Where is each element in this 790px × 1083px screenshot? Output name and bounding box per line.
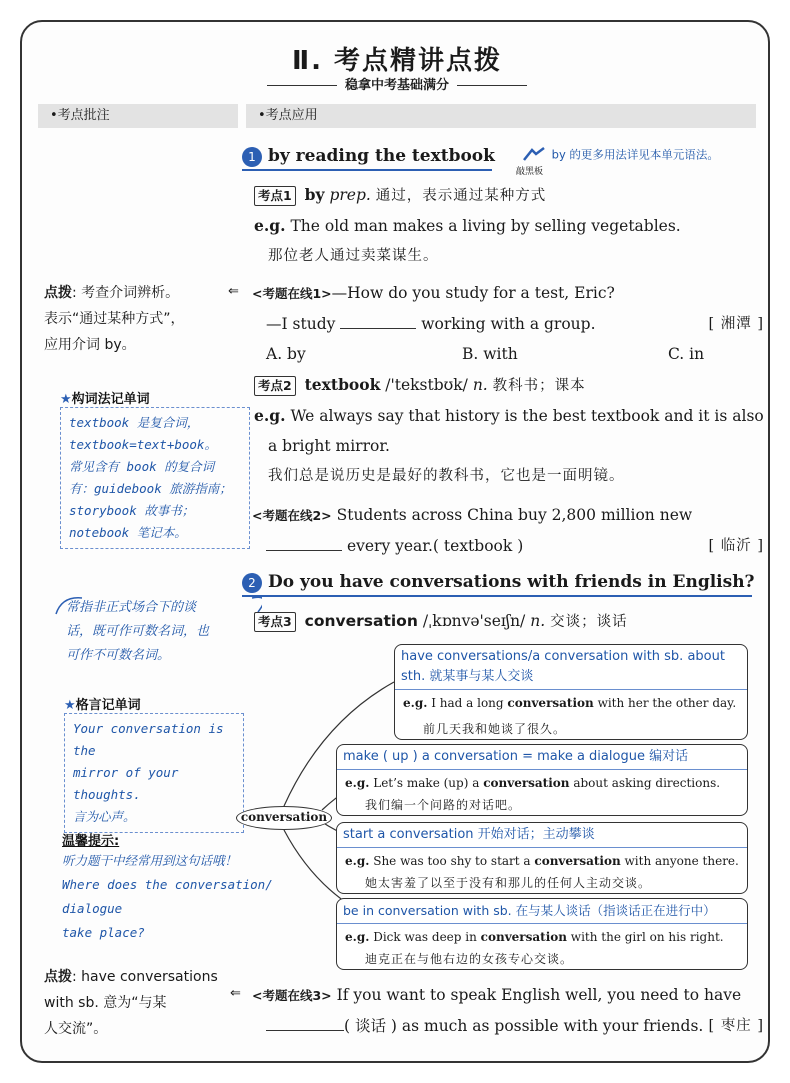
bubble-1-head: have conversations/a conversation with sb. about sth. 就某事与某人交谈 [395,645,747,690]
right-column-bar: •考点应用 [246,104,756,128]
kd2-word: textbook [304,375,381,394]
online2-source: [ 临沂 ] [708,538,764,554]
kd1-meaning: 通过，表示通过某种方式 [375,188,547,204]
kd2-eg-en-1: We always say that history is the best textbook and it is also [290,407,764,425]
kd2-phonetic: /'tekstbʊk/ [385,376,468,394]
bubble-eg-label: e.g. [345,776,370,790]
bubble-eg-pre: Let’s make (up) a [373,776,484,790]
online1-line2-b: working with a group. [421,315,596,333]
arrow-1: ⇐ [228,284,239,299]
kd2-pos: n. [472,376,488,394]
left-column-bar: •考点批注 [38,104,238,128]
bubble-eg-post: with anyone there. [620,854,739,868]
kd2-label: 考点2 [254,376,296,396]
bubble-3-head: start a conversation 开始对话；主动攀谈 [337,823,747,848]
bubble-2-head: make ( up ) a conversation = make a dialogue 编对话 [337,745,747,770]
bubble-eg-label: e.g. [345,854,370,868]
bubble-eg-pre: I had a long [431,696,508,710]
page-title: Ⅱ. 考点精讲点拨 [291,46,503,76]
note1-label: 点拨 [44,285,72,301]
tips-line: Where does the conversation/ dialogue [62,877,273,916]
bubble-eg-pre: Dick was deep in [373,930,481,944]
bubble-eg-label: e.g. [403,696,428,710]
kd3-phonetic: /ˌkɒnvə'seɪʃn/ [422,612,526,630]
bubble-4-cn: 迪克正在与他右边的女孩专心交谈。 [365,952,574,966]
kd2-eg-label: e.g. [254,406,286,425]
word-box-1-title: 构词法记单词 [71,392,150,407]
online2-line2: every year.( textbook ) [346,537,524,555]
online2-line1: Students across China buy 2,800 million new [336,506,693,524]
word-box-1-line: 有：guidebook 旅游指南； [69,481,232,496]
star-icon: ★ [60,392,72,407]
bubble-4 [336,898,748,970]
online3-source: [ 枣庄 ] [708,1018,764,1034]
bubble-eg-bold: conversation [480,930,567,944]
side-note-text: by 的更多用法详见本单元语法。 [551,147,719,162]
kd1-eg-cn: 那位老人通过卖菜谋生。 [268,248,439,264]
online1-line2-a: —I study [266,315,336,333]
word-box-1-line: textbook=text+book。 [69,437,217,452]
bubble-4-head: be in conversation with sb. 在与某人谈话（指谈话正在进行中） [337,899,747,924]
note2-line: 话，既可作可数名词，也 [66,624,210,639]
kd2-eg-en-2: a bright mirror. [268,437,390,455]
word-box-1-line: storybook 故事书； [69,503,195,518]
section-1-title: by reading the textbook [268,146,495,166]
online3-label: <考题在线3> [252,988,332,1003]
word-box-2-line: mirror of your thoughts. [73,765,179,802]
bubble-eg-post: with her the other day. [593,696,737,710]
bubble-2-cn: 我们编一个问路的对话吧。 [365,798,522,812]
word-box-2-line: Your conversation is the [73,721,224,758]
kd1-eg-label: e.g. [254,216,286,235]
section-2-number: 2 [242,573,262,593]
option-a[interactable]: A. by [266,345,306,363]
kd1-pos: prep. [329,186,371,204]
section-1-number: 1 [242,147,262,167]
note3-line: 人交流”。 [44,1021,108,1037]
bubble-1 [394,644,748,740]
word-box-1-line: notebook 笔记本。 [69,525,187,540]
note2-line: 常指非正式场合下的谈 [66,600,197,615]
kd1-word: by [304,185,325,204]
bubble-eg-post: about asking directions. [569,776,721,790]
arrow-3: ⇐ [230,986,241,1001]
note1-line: : 考查介词辨析。 [72,285,180,301]
tips-title: 温馨提示: [62,834,120,849]
bubble-eg-pre: She was too shy to start a [373,854,535,868]
word-box-2-line: 言为心声。 [73,809,136,824]
page-frame [20,20,770,1063]
online3-block [252,980,764,1041]
kd3-pos: n. [530,612,546,630]
note3-label: 点拨 [44,969,72,985]
note3-line: with sb. 意为“与某 [44,995,167,1011]
star-icon: ★ [64,698,76,713]
online2-label: <考题在线2> [252,508,332,523]
bubble-eg-bold: conversation [534,854,621,868]
online1-source: [ 湘潭 ] [708,316,764,332]
word-box-1-line: 常见含有 book 的复合词 [69,459,215,474]
bubble-eg-label: e.g. [345,930,370,944]
note3-line: : have conversations [72,969,218,985]
kd3-label: 考点3 [254,612,296,632]
option-c[interactable]: C. in [668,345,705,363]
bubble-eg-post: with the girl on his right. [566,930,724,944]
bubble-1-cn: 前几天我和她谈了很久。 [423,722,567,736]
note1-line: 应用介词 by。 [44,337,136,353]
bubble-eg-bold: conversation [483,776,570,790]
bubble-2 [336,744,748,816]
side-note-label: 敲黑板 [516,167,544,177]
online1-question: —How do you study for a test, Eric? [331,284,615,302]
kd1-label: 考点1 [254,186,296,206]
kd2-eg-cn: 我们总是说历史是最好的教科书，它也是一面明镜。 [268,468,625,484]
note1-line: 表示“通过某种方式”， [44,311,185,327]
subtitle-text: 稳拿中考基础满分 [344,78,449,93]
kd1-eg-en: The old man makes a living by selling vegetables. [290,217,681,235]
word-box-1-line: textbook 是复合词， [69,415,200,430]
tips-line: take place? [62,925,145,940]
word-box-2-title: 格言记单词 [75,698,141,713]
kd3-meaning: 交谈；谈话 [550,614,628,630]
bubble-3 [336,822,748,894]
note-3 [44,964,244,1042]
online3-line1: If you want to speak English well, you need to have [336,986,742,1004]
online3-blank[interactable] [266,1013,344,1031]
online1-label: <考题在线1> [252,286,332,301]
section-2-title: Do you have conversations with friends in English? [268,572,755,592]
tips-line: 听力题干中经常用到这句话哦！ [62,853,238,868]
online3-line2: ( 谈话 ) as much as possible with your friends. [344,1017,704,1035]
mindmap-center-node: conversation [236,806,332,830]
kd2-meaning: 教科书；课本 [492,378,586,394]
note2-line: 可作不可数名词。 [66,648,171,663]
bubble-3-cn: 她太害羞了以至于没有和那儿的任何人主动交谈。 [365,876,652,890]
kd3-word: conversation [304,612,418,630]
option-b[interactable]: B. with [462,345,518,363]
bubble-eg-bold: conversation [507,696,594,710]
